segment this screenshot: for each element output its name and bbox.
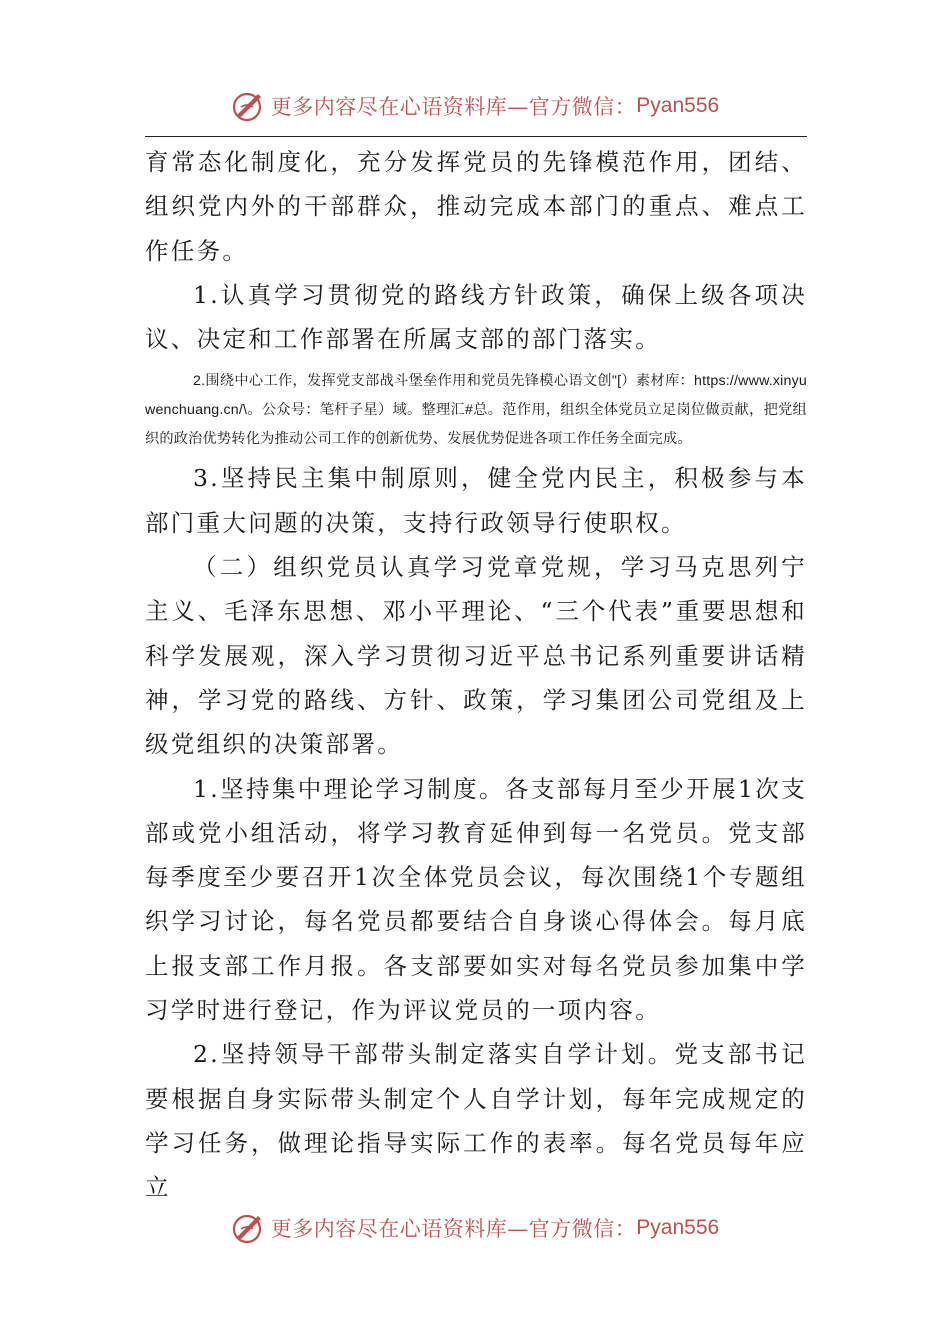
- footer-banner: [0, 1206, 950, 1250]
- header-wechat-handle: Pyan556: [636, 94, 720, 117]
- header-divider: [145, 136, 807, 137]
- paragraph-study-2: 2.坚持领导干部带头制定落实自学计划。党支部书记要根据自身实际带头制定个人自学计划，每年完成规定的学习任务，做理论指导实际工作的表率。每名党员每年应立: [145, 1040, 807, 1202]
- header-brand-text: 更多内容尽在心语资料库—官方微信：: [270, 95, 637, 119]
- document-body: [145, 140, 807, 1210]
- footer-wechat-handle: Pyan556: [636, 1216, 720, 1239]
- quill-logo-icon: [231, 89, 265, 123]
- quill-logo-icon: [231, 1211, 265, 1245]
- footer-brand-text: 更多内容尽在心语资料库—官方微信：: [270, 1217, 637, 1241]
- paragraph-study-1: 1.坚持集中理论学习制度。各支部每月至少开展1次支部或党小组活动，将学习教育延伸到每一名党员。党支部每季度至少要召开1次全体党员会议，每次围绕1个专题组织学习讨论，每名党员都要结合自身谈心得体会。每月底上报支部工作月报。各支部要如实对每名党员参加集中学习学时进行登记，作为评议党员的一项内容。: [145, 774, 807, 1025]
- paragraph-item-3: 3.坚持民主集中制原则，健全党内民主，积极参与本部门重大问题的决策，支持行政领导行使职权。: [145, 464, 807, 537]
- section-heading-2: （二）组织党员认真学习党章党规，学习马克思列宁主义、毛泽东思想、邓小平理论、“三个代表”重要思想和科学发展观，深入学习贯彻习近平总书记系列重要讲话精神，学习党的路线、方针、政策，学习集团公司党组及上级党组织的决策部署。: [145, 553, 807, 759]
- paragraph-item-1: 1.认真学习贯彻党的路线方针政策，确保上级各项决议、决定和工作部署在所属支部的部门落实。: [145, 280, 807, 354]
- paragraph-item-2-small: 2.围绕中心工作，发挥党支部战斗堡垒作用和党员先锋模心语文创"[）素材库：https://www.xinyuwenchuang.cn/\。公众号：笔杆子星）域。整理汇#总。范作用，组织全体党员立足岗位做贡献，把党组织的政治优势转化为推动公司工作的创新优势、发展优势促进各项工作任务全面完成。: [145, 373, 807, 448]
- paragraph-continuation: 育常态化制度化，充分发挥党员的先锋模范作用，团结、组织党内外的干部群众，推动完成本部门的重点、难点工作任务。: [145, 148, 807, 265]
- header-banner: [0, 84, 950, 128]
